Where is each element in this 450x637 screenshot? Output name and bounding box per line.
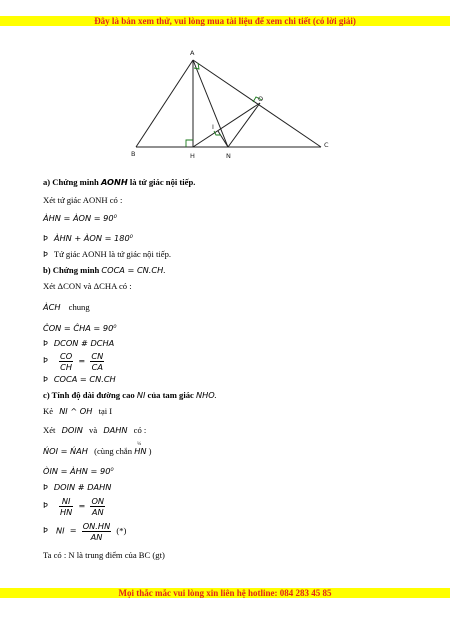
equation: ÒIN = ÀHN = 90⁰ bbox=[43, 466, 114, 476]
label-N: N bbox=[226, 152, 231, 160]
result-line: Þ COCA = CN.CH bbox=[43, 374, 116, 384]
text-line: Xét tứ giác AONH có : bbox=[43, 195, 123, 205]
segment-NO bbox=[228, 103, 260, 147]
ratio-line: Þ $\frac{NI}{HN}$ = $\frac{ON}{AN}$ bbox=[43, 496, 105, 517]
angle-common-line: ÀCH chung bbox=[43, 302, 90, 312]
part-c-heading: c) Tính độ dài đường cao NI của tam giác NHO. bbox=[43, 390, 217, 400]
label-O: O bbox=[258, 95, 264, 103]
segment-AN bbox=[193, 60, 228, 147]
hotline-banner: Mọi thắc mắc vui lòng xin liên hệ hotline: 084 283 45 85 bbox=[0, 588, 450, 598]
similarity-line: Þ DOIN # DAHN bbox=[43, 482, 112, 492]
segment-HO bbox=[193, 103, 260, 147]
construction-line: Kẻ NI ^ OH tại I bbox=[43, 406, 113, 416]
text-line: Ta có : N là trung điểm của BC (gt) bbox=[43, 550, 165, 560]
geometry-figure bbox=[128, 44, 334, 164]
part-b-heading: b) Chứng minh COCA = CN.CH. bbox=[43, 265, 166, 275]
label-H: H bbox=[190, 152, 195, 160]
result-line: Þ NI = $\frac{ON.HN}{AN}$ (*) bbox=[43, 521, 127, 542]
angle-equation-line: ŃOI = ŃAH (cùng chắn ¼ HN ) bbox=[43, 442, 152, 456]
similarity-line: Þ DCON # DCHA bbox=[43, 338, 115, 348]
part-a-heading: a) Chứng minh AONH là tứ giác nội tiếp. bbox=[43, 177, 196, 187]
label-I: I bbox=[212, 123, 214, 131]
equation: ÀHN = ÀON = 90⁰ bbox=[43, 213, 117, 223]
preview-notice-banner: Đây là bản xem thử, vui lòng mua tài liệu để xem chi tiết (có lời giải) bbox=[0, 16, 450, 26]
label-B: B bbox=[131, 150, 136, 158]
consider-line: Xét DOIN và DAHN có : bbox=[43, 425, 147, 435]
label-A: A bbox=[190, 49, 195, 57]
equation-line: Þ ÀHN + ÀON = 180⁰ bbox=[43, 233, 133, 243]
label-C: C bbox=[324, 141, 329, 149]
ratio-line: Þ $\frac{CO}{CH}$ = $\frac{CN}{CA}$ bbox=[43, 351, 104, 372]
right-angle-H bbox=[186, 140, 193, 147]
equation: ĈON = ĈHA = 90⁰ bbox=[43, 323, 117, 333]
segment-AB bbox=[136, 60, 193, 147]
conclusion-line: Þ Tứ giác AONH là tứ giác nội tiếp. bbox=[43, 249, 172, 259]
text-line: Xét ΔCON và ΔCHA có : bbox=[43, 281, 132, 291]
